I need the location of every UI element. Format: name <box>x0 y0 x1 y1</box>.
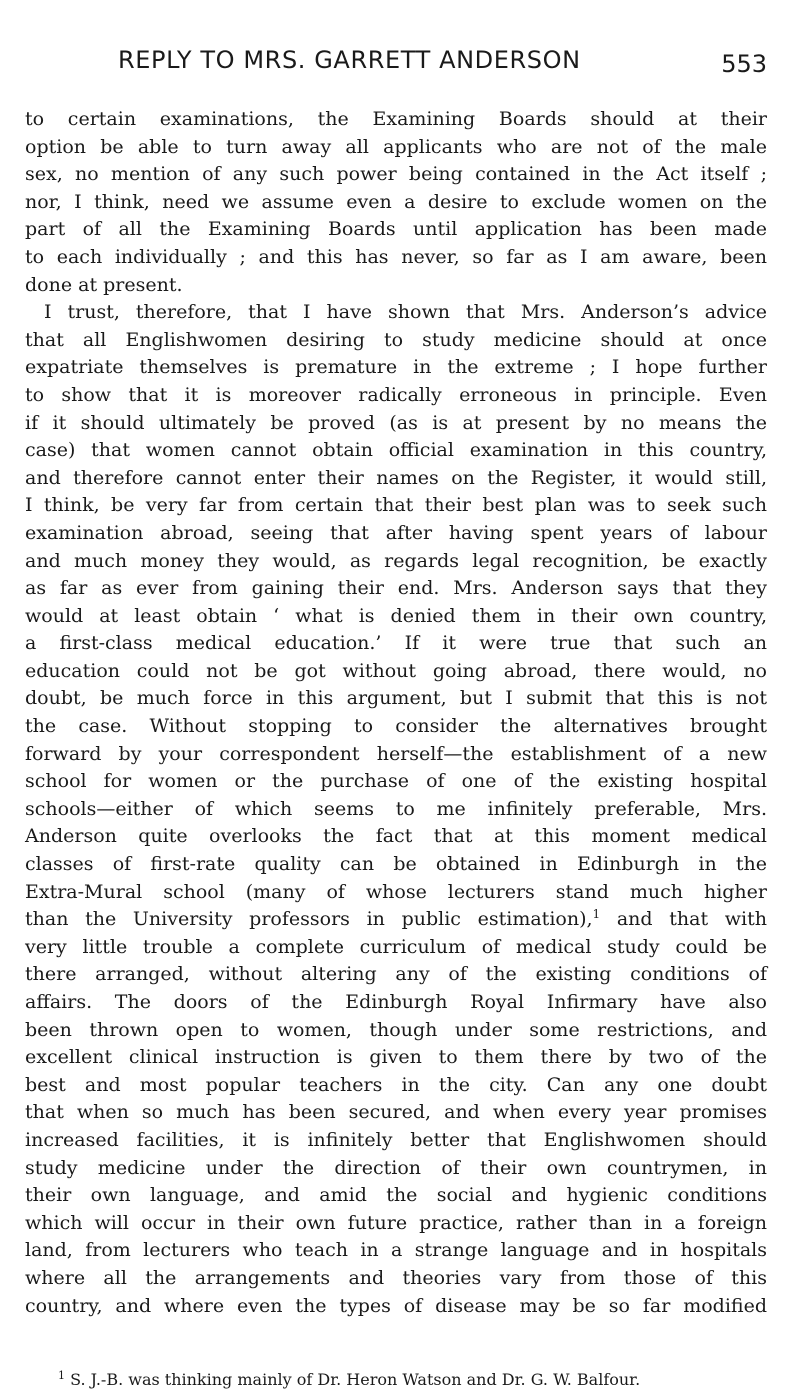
text-line: where all the arrangements and theories vary from those of this <box>25 1266 767 1289</box>
text-line: schools—either of which seems to me infinitely preferable, Mrs. <box>25 797 767 820</box>
text-line: school for women or the purchase of one of the existing hospital <box>25 770 767 793</box>
text-line: expatriate themselves is premature in the extreme ; I hope further <box>25 356 767 379</box>
footnote-marker: 1 <box>58 1369 65 1382</box>
text-line: land, from lecturers who teach in a strange language and in hospitals <box>25 1239 767 1262</box>
footnote-reference[interactable]: 1 <box>592 907 601 922</box>
text-line: done at present. <box>25 273 183 296</box>
text-line: excellent clinical instruction is given to them there by two of the <box>25 1046 767 1069</box>
text-line: Extra-Mural school (many of whose lecturers stand much higher <box>25 880 767 903</box>
text-line: sex, no mention of any such power being contained in the Act itself ; <box>25 163 767 186</box>
text-line: as far as ever from gaining their end. Mrs. Anderson says that they <box>25 577 767 600</box>
text-line: education could not be got without going abroad, there would, no <box>25 659 767 682</box>
text-line: would at least obtain ‘ what is denied them in their own country, <box>25 604 767 627</box>
text-line: case) that women cannot obtain official examination in this country, <box>25 439 767 462</box>
text-line: to certain examinations, the Examining Boards should at their <box>25 108 767 130</box>
text-line: best and most popular teachers in the city. Can any one doubt <box>25 1073 767 1096</box>
text-line: affairs. The doors of the Edinburgh Royal Infirmary have also <box>25 991 767 1013</box>
text-line: if it should ultimately be proved (as is at present by no means the <box>25 411 767 434</box>
text-line: option be able to turn away all applicants who are not of the male <box>25 135 767 158</box>
footnote-text: S. J.-B. was thinking mainly of Dr. Heron Watson and Dr. G. W. Balfour. <box>65 1370 641 1389</box>
body-text <box>25 106 767 1320</box>
text-line: there arranged, without altering any of the existing conditions of <box>25 963 767 986</box>
text-line: to show that it is moreover radically erroneous in principle. Even <box>25 383 767 406</box>
text-line: that all Englishwomen desiring to study medicine should at once <box>25 328 767 351</box>
text-line: country, and where even the types of disease may be so far modified <box>25 1294 767 1317</box>
line-text: than the University professors in public estimation), <box>25 908 593 931</box>
page-number: 553 <box>721 50 767 78</box>
text-line: part of all the Examining Boards until application has been made <box>25 218 767 241</box>
footnote <box>58 1370 640 1389</box>
text-line: that when so much has been secured, and when every year promises <box>25 1101 767 1124</box>
text-line: and therefore cannot enter their names on the Register, it would still, <box>25 466 767 489</box>
text-line: forward by your correspondent herself—the establishment of a new <box>25 742 767 765</box>
text-line: doubt, be much force in this argument, but I submit that this is not <box>25 687 767 710</box>
text-line: very little trouble a complete curriculum of medical study could be <box>25 935 767 958</box>
text-line: and much money they would, as regards legal recognition, be exactly <box>25 549 767 572</box>
text-line: examination abroad, seeing that after having spent years of labour <box>25 521 767 544</box>
text-line: a first-class medical education.’ If it were true that such an <box>25 632 767 655</box>
text-line: the case. Without stopping to consider the alternatives brought <box>25 715 767 738</box>
text-line: to each individually ; and this has never, so far as I am aware, been <box>25 245 767 268</box>
text-line: their own language, and amid the social and hygienic conditions <box>25 1184 767 1207</box>
paragraph-start-line: I trust, therefore, that I have shown that Mrs. Anderson’s advice <box>44 301 767 324</box>
text-line: been thrown open to women, though under some restrictions, and <box>25 1018 767 1041</box>
text-line: which will occur in their own future practice, rather than in a foreign <box>25 1211 767 1234</box>
text-line-with-footnote <box>25 906 767 934</box>
text-line: increased facilities, it is infinitely better that Englishwomen should <box>25 1128 767 1151</box>
text-line: Anderson quite overlooks the fact that at this moment medical <box>25 825 767 848</box>
running-title: REPLY TO MRS. GARRETT ANDERSON <box>118 46 581 74</box>
text-line: classes of first-rate quality can be obtained in Edinburgh in the <box>25 853 767 876</box>
text-line: I think, be very far from certain that their best plan was to seek such <box>25 494 767 517</box>
text-line: study medicine under the direction of their own countrymen, in <box>25 1156 767 1179</box>
line-text-tail: and that with <box>600 908 767 931</box>
text-line: nor, I think, need we assume even a desire to exclude women on the <box>25 190 767 213</box>
